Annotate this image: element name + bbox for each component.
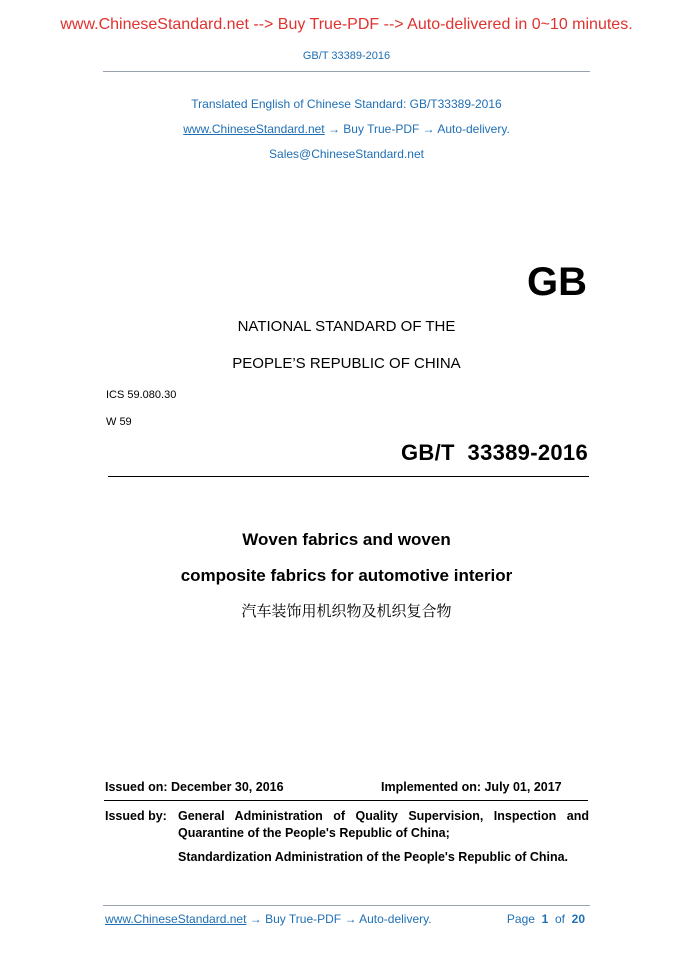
header-divider	[103, 71, 590, 72]
footer	[105, 912, 585, 926]
footer-buy-text: → Buy True-PDF → Auto-delivery.	[246, 912, 432, 926]
national-standard-line1: NATIONAL STANDARD OF THE	[237, 318, 456, 335]
issued-on-date: Issued on: December 30, 2016	[105, 780, 284, 794]
title-line1: Woven fabrics and woven	[242, 530, 451, 549]
total-pages: 20	[571, 912, 585, 926]
buy-pdf-text: → Buy True-PDF → Auto-delivery.	[324, 122, 510, 136]
footer-divider	[103, 905, 590, 906]
translation-note: Translated English of Chinese Standard: GB/T33389-2016	[191, 97, 502, 111]
page-indicator: Page 1 of 20	[506, 912, 585, 926]
page-number: 1	[541, 912, 549, 926]
footer-link[interactable]: www.ChineseStandard.net	[105, 912, 247, 926]
gb-mark: GB	[527, 260, 587, 304]
chinesestandard-link[interactable]: www.ChineseStandard.net	[183, 122, 325, 136]
chinese-title: 汽车装饰用机织物及机织复合物	[241, 603, 452, 620]
standard-divider	[108, 476, 589, 477]
header-standard-code: GB/T 33389-2016	[302, 50, 391, 62]
standard-number: GB/T 33389-2016	[400, 440, 588, 465]
issued-by-label: Issued by:	[105, 809, 167, 823]
issued-by-authority-2: Standardization Administration of the People's Republic of China.	[178, 850, 569, 864]
dates-divider	[104, 800, 588, 801]
sales-email[interactable]: Sales@ChineseStandard.net	[269, 147, 424, 161]
implemented-on-date: Implemented on: July 01, 2017	[381, 780, 562, 794]
title-line2: composite fabrics for automotive interior	[180, 566, 513, 585]
national-standard-line2: PEOPLE’S REPUBLIC OF CHINA	[232, 355, 461, 372]
issued-by-authority-1: General Administration of Quality Supervision, Inspection and Quarantine of the People's Republic of China;	[178, 809, 589, 840]
promo-banner[interactable]: www.ChineseStandard.net --> Buy True-PDF --> Auto-delivered in 0~10 minutes.	[60, 16, 633, 33]
translation-links	[0, 122, 693, 136]
classification-code: W 59	[106, 416, 132, 428]
ics-code: ICS 59.080.30	[106, 389, 177, 401]
